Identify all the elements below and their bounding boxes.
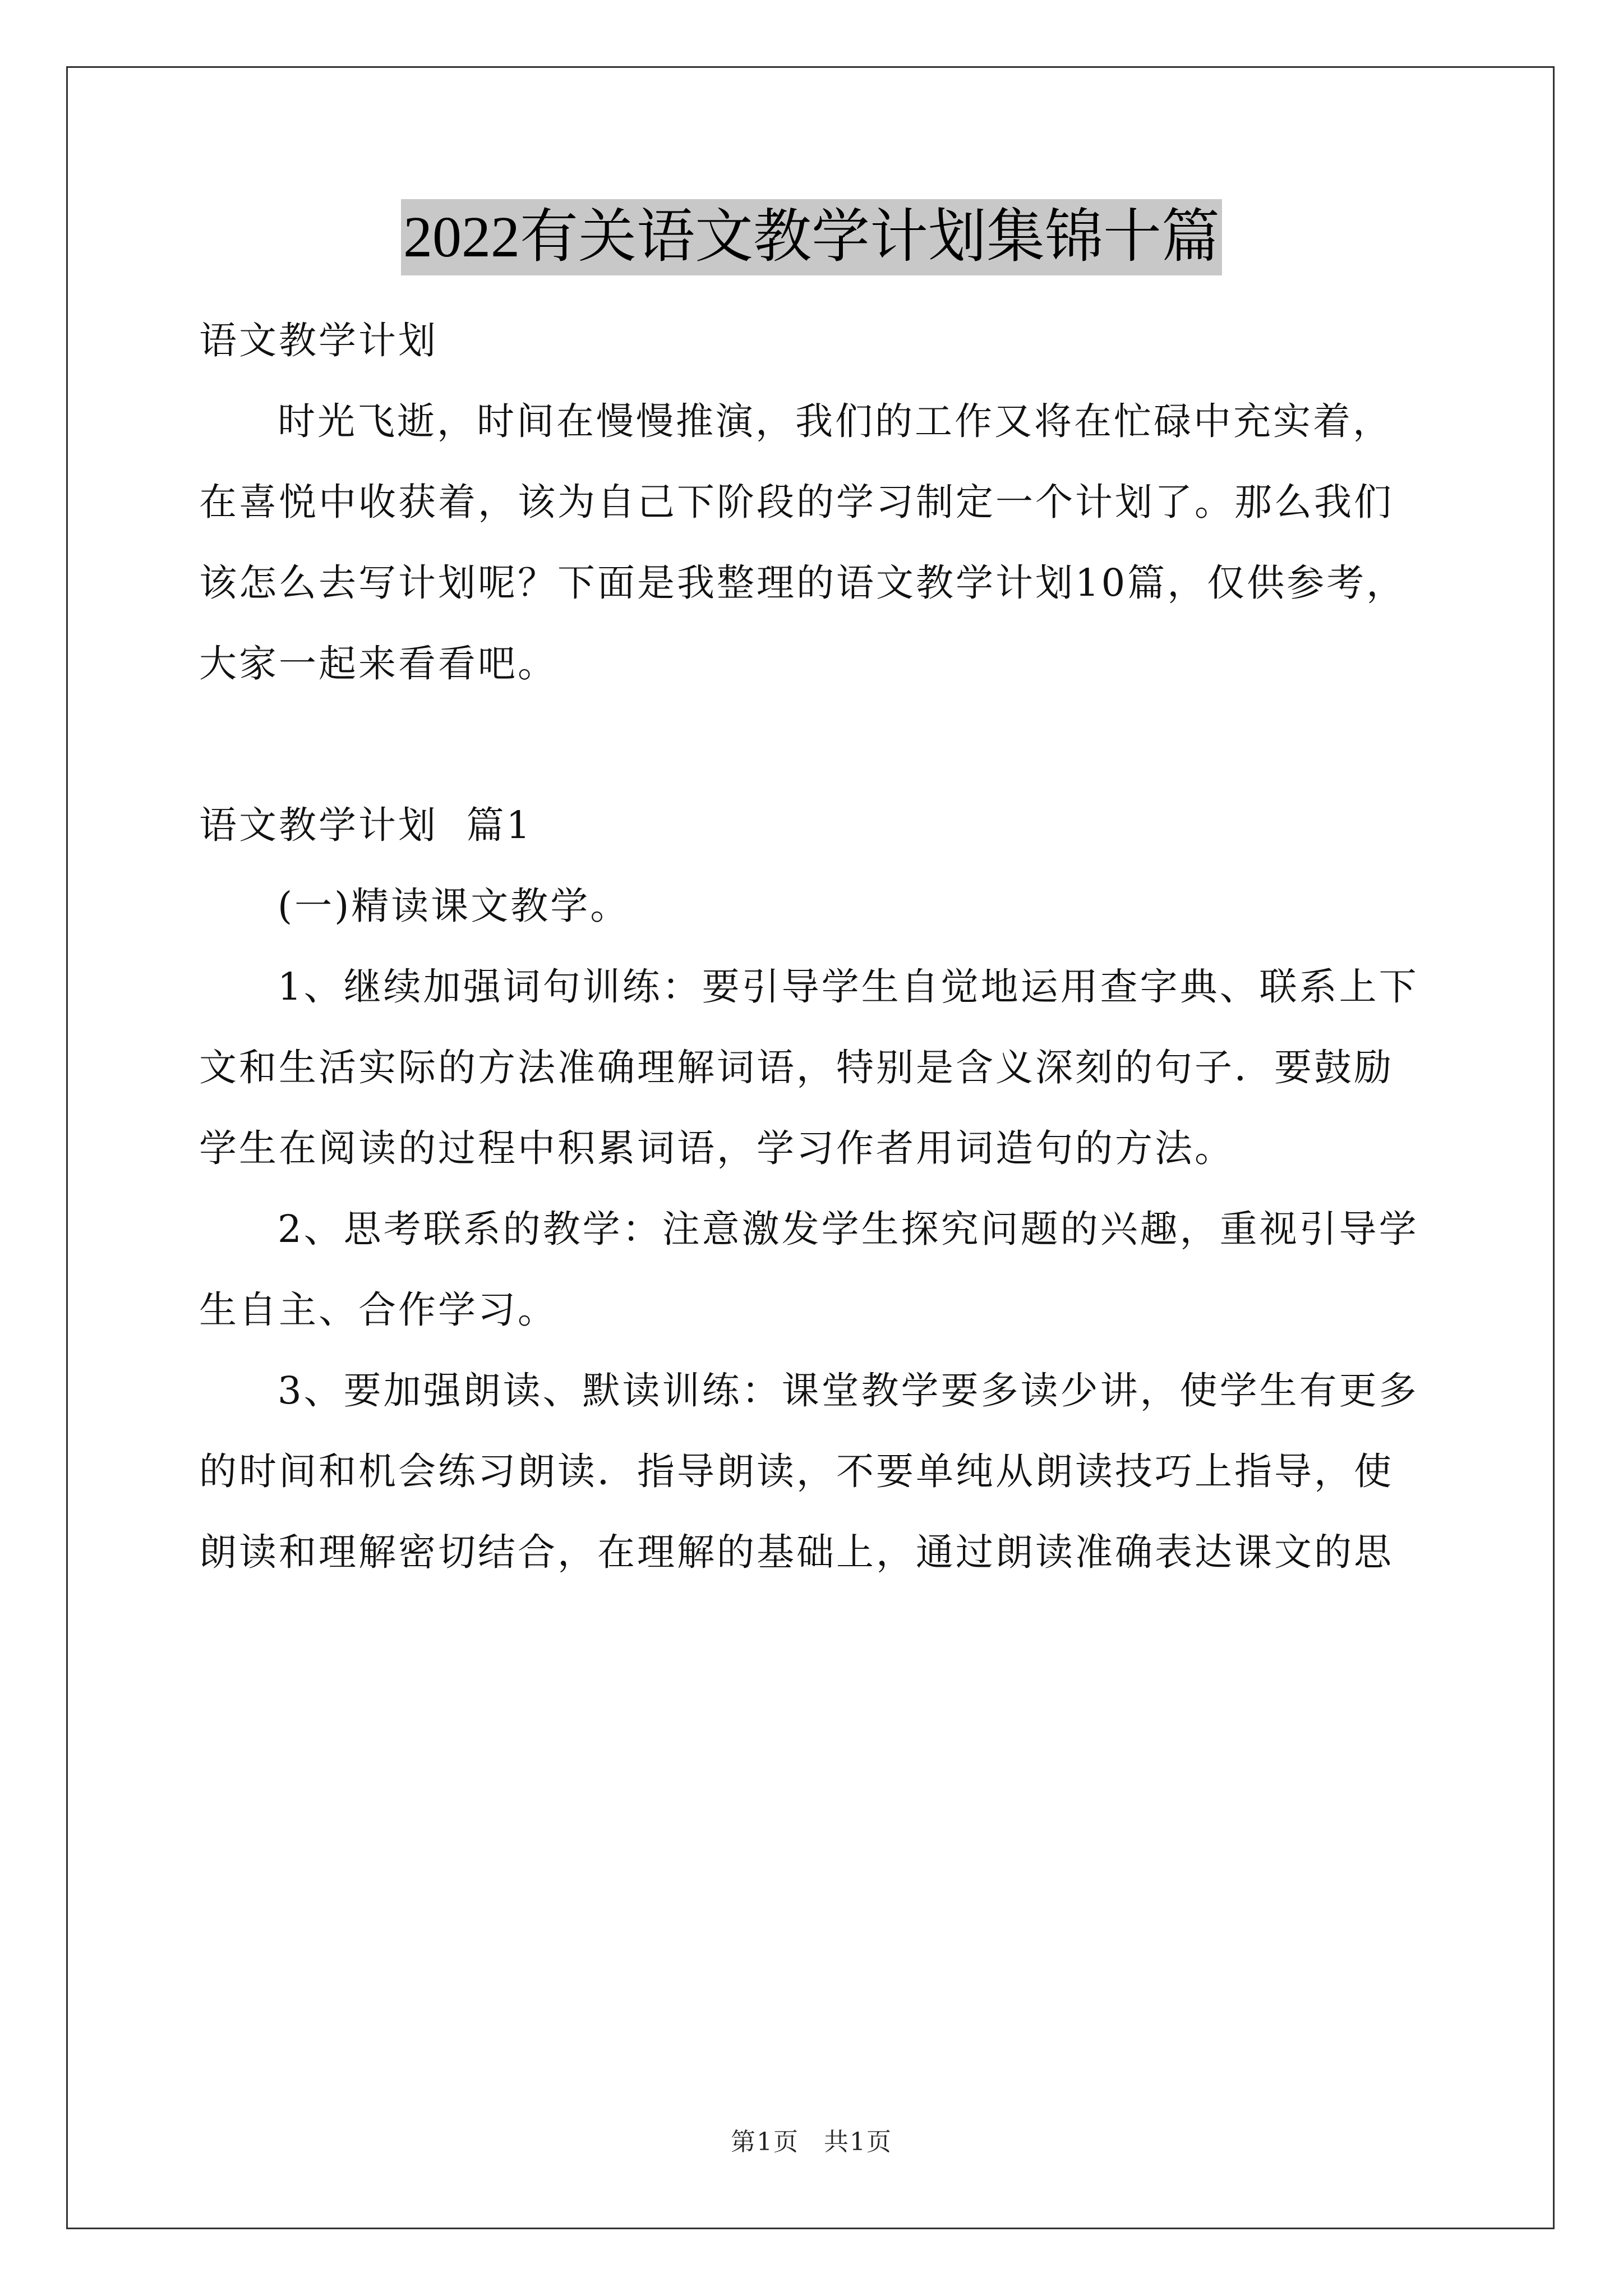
item-line: 3、要加强朗读、默读训练：课堂教学要多读少讲，使学生有更多 bbox=[278, 1369, 1419, 1412]
item-line: 学生在阅读的过程中积累词语，学习作者用词造句的方法。 bbox=[199, 1126, 1234, 1170]
item-line: 2、思考联系的教学：注意激发学生探究问题的兴趣，重视引导学 bbox=[278, 1207, 1419, 1251]
page-number-total: 共1页 bbox=[824, 2128, 892, 2156]
intro-line: 在喜悦中收获着，该为自己下阶段的学习制定一个计划了。那么我们 bbox=[199, 480, 1394, 524]
item-2-paragraph bbox=[199, 1189, 1444, 1350]
item-line: 文和生活实际的方法准确理解词语，特别是含义深刻的句子．要鼓励 bbox=[199, 1046, 1394, 1089]
intro-line: 大家一起来看看吧。 bbox=[199, 642, 557, 685]
intro-line: 时光飞逝，时间在慢慢推演，我们的工作又将在忙碌中充实着， bbox=[278, 399, 1393, 443]
intro-line: 该怎么去写计划呢？下面是我整理的语文教学计划10篇，仅供参考， bbox=[199, 561, 1407, 605]
document-body bbox=[199, 300, 1444, 1593]
document-title: 2022有关语文教学计划集锦十篇 bbox=[401, 199, 1222, 275]
title-container bbox=[0, 199, 1623, 275]
part-heading: 语文教学计划 篇1 bbox=[199, 803, 533, 847]
item-line: 1、继续加强词句训练：要引导学生自觉地运用查字典、联系上下 bbox=[278, 965, 1419, 1009]
blank-line bbox=[199, 704, 1444, 785]
item-3-paragraph bbox=[199, 1350, 1444, 1593]
intro-paragraph bbox=[199, 381, 1444, 704]
page-footer bbox=[0, 2122, 1623, 2157]
item-1-paragraph bbox=[199, 946, 1444, 1189]
item-line: 的时间和机会练习朗读．指导朗读，不要单纯从朗读技巧上指导，使 bbox=[199, 1450, 1394, 1493]
subheading: (一)精读课文教学。 bbox=[278, 884, 630, 928]
item-line: 生自主、合作学习。 bbox=[199, 1288, 557, 1332]
item-line: 朗读和理解密切结合，在理解的基础上，通过朗读准确表达课文的思 bbox=[199, 1530, 1394, 1574]
section-label: 语文教学计划 bbox=[199, 319, 438, 362]
page-number-current: 第1页 bbox=[731, 2128, 799, 2156]
